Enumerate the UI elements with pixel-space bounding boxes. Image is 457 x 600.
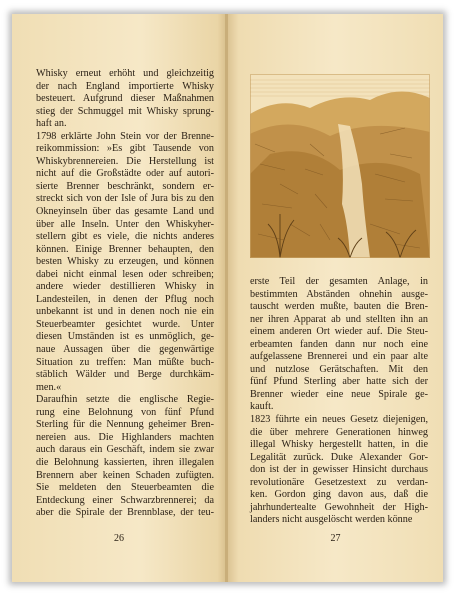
left-page-number: 26 [114, 533, 124, 544]
book-spread [12, 14, 443, 582]
text-line: die über mehrere Generationen hinweg [250, 426, 428, 438]
text-line: Legalität zurück. Duke Alexander Gor- [250, 451, 428, 463]
text-line: ner ihren Apparat ab und stellten ihn an [250, 313, 428, 325]
text-line: stäblich Wälder und Berge durchkäm- [36, 369, 214, 381]
text-line: rung eine Belohnung von fünf Pfund [36, 406, 214, 418]
text-line: Whiskybrennereien. Die Herstellung ist [36, 155, 214, 167]
text-line: 1798 erklärte John Stein vor der Brenne- [36, 130, 214, 142]
text-line: unbekannt ist und in denen noch nie ein [36, 306, 214, 318]
text-line: illegal Whisky hergestellt hatten, in die [250, 439, 428, 451]
text-line: besteuert. Aufgrund dieser Maßnahmen [36, 93, 214, 105]
text-line: Daraufhin setzte die englische Regie- [36, 394, 214, 406]
text-line: aufgelassene Brennerei und ein paar alte [250, 351, 428, 363]
engraving-illustration [250, 74, 430, 258]
text-line: Okneyinseln über das gesamte Land und [36, 206, 214, 218]
text-line: 1823 führte ein neues Gesetz diejenigen, [250, 414, 428, 426]
text-line: revolutionäre Gesetzestext zu verdan- [250, 476, 428, 488]
text-line: Sie meldeten den Steuerbeamten die [36, 482, 214, 494]
text-line: nicht auf die Großstädte oder auf autori- [36, 168, 214, 180]
text-line: die Belohnung kassierten, ihren illegalen [36, 456, 214, 468]
text-line: streckt sich von der Isle of Jura bis zu den [36, 193, 214, 205]
right-page-number: 27 [330, 533, 341, 544]
text-line: tauscht werden mußte, bauten die Bren- [250, 301, 428, 313]
text-line: stellern gibt es viele, die nichts anderes [36, 231, 214, 243]
text-line: Brenner wieder eine neue Spirale ge- [250, 388, 428, 400]
text-line: kauft. [250, 401, 274, 413]
text-line: sierte Brenner beschränkt, sondern er- [36, 180, 214, 192]
text-line: men.« [36, 381, 62, 393]
text-line: aber die Spirale der Brennblase, der teu- [36, 507, 214, 519]
text-line: bestimmten Abständen ohnehin ausge- [250, 288, 428, 300]
text-line: Whisky erneut erhöht und gleichzeitig [36, 68, 214, 79]
text-line: andere wieder destillieren Whisky in [36, 281, 214, 293]
text-line: Landesteilen, in denen der Pflug noch [36, 293, 214, 305]
text-line: reikommission: »Es gibt Tausende von [36, 143, 214, 155]
text-line: ken. Gordon ging davon aus, daß die [250, 489, 428, 501]
text-line: Situation zu treffen: Man müßte buch- [36, 356, 214, 368]
text-line: Steuerbeamter gesichtet wurde. Unter [36, 318, 214, 330]
text-line: Sterling für die Nennung geheimer Bren- [36, 419, 214, 431]
text-line: und nutzlose Gerätschaften. Mit den [250, 363, 428, 375]
text-line: können. Einige Brenner behaupten, den [36, 243, 214, 255]
left-page-text [36, 68, 214, 520]
text-line: nereien aus. Die Highlanders machten [36, 431, 214, 443]
text-line: über alle Inseln. Unter den Whiskyher- [36, 218, 214, 230]
text-line: besten Whisky zu erzeugen, und können [36, 256, 214, 268]
text-line: auch daraus ein Geschäft, indem sie zwar [36, 444, 214, 456]
text-line: naue Aussagen über die gegenwärtige [36, 344, 214, 356]
text-line: landers nicht ausgelöscht werden könne [250, 514, 413, 526]
text-line: diesen Umständen ist es unmöglich, ge- [36, 331, 214, 343]
text-line: Brennern aber keinen Schaden zufügten. [36, 469, 214, 481]
text-line: einem anderen Ort wieder auf. Die Steu- [250, 326, 428, 338]
text-line: der nach England importierte Whisky [36, 80, 214, 92]
text-line: dabei nicht einmal lesen oder schreiben; [36, 268, 214, 280]
text-line: erste Teil der gesamten Anlage, in [250, 276, 428, 287]
text-line: jahrhundertealte Gewohnheit der High- [250, 501, 428, 513]
text-line: Entdeckung einer Schwarzbrennerei; da [36, 494, 214, 506]
text-line: fünf Pfund Sterling aber hatte sich der [250, 376, 428, 388]
right-page [228, 14, 443, 582]
text-line: stieg der Schmuggel mit Whisky sprung- [36, 105, 214, 117]
left-page [12, 14, 226, 582]
text-line: don ist der in gewisser Hinsicht durchaus [250, 464, 428, 476]
right-page-text [250, 276, 428, 527]
text-line: haft an. [36, 118, 67, 130]
text-line: erbeamten fanden dann nur noch eine [250, 338, 428, 350]
